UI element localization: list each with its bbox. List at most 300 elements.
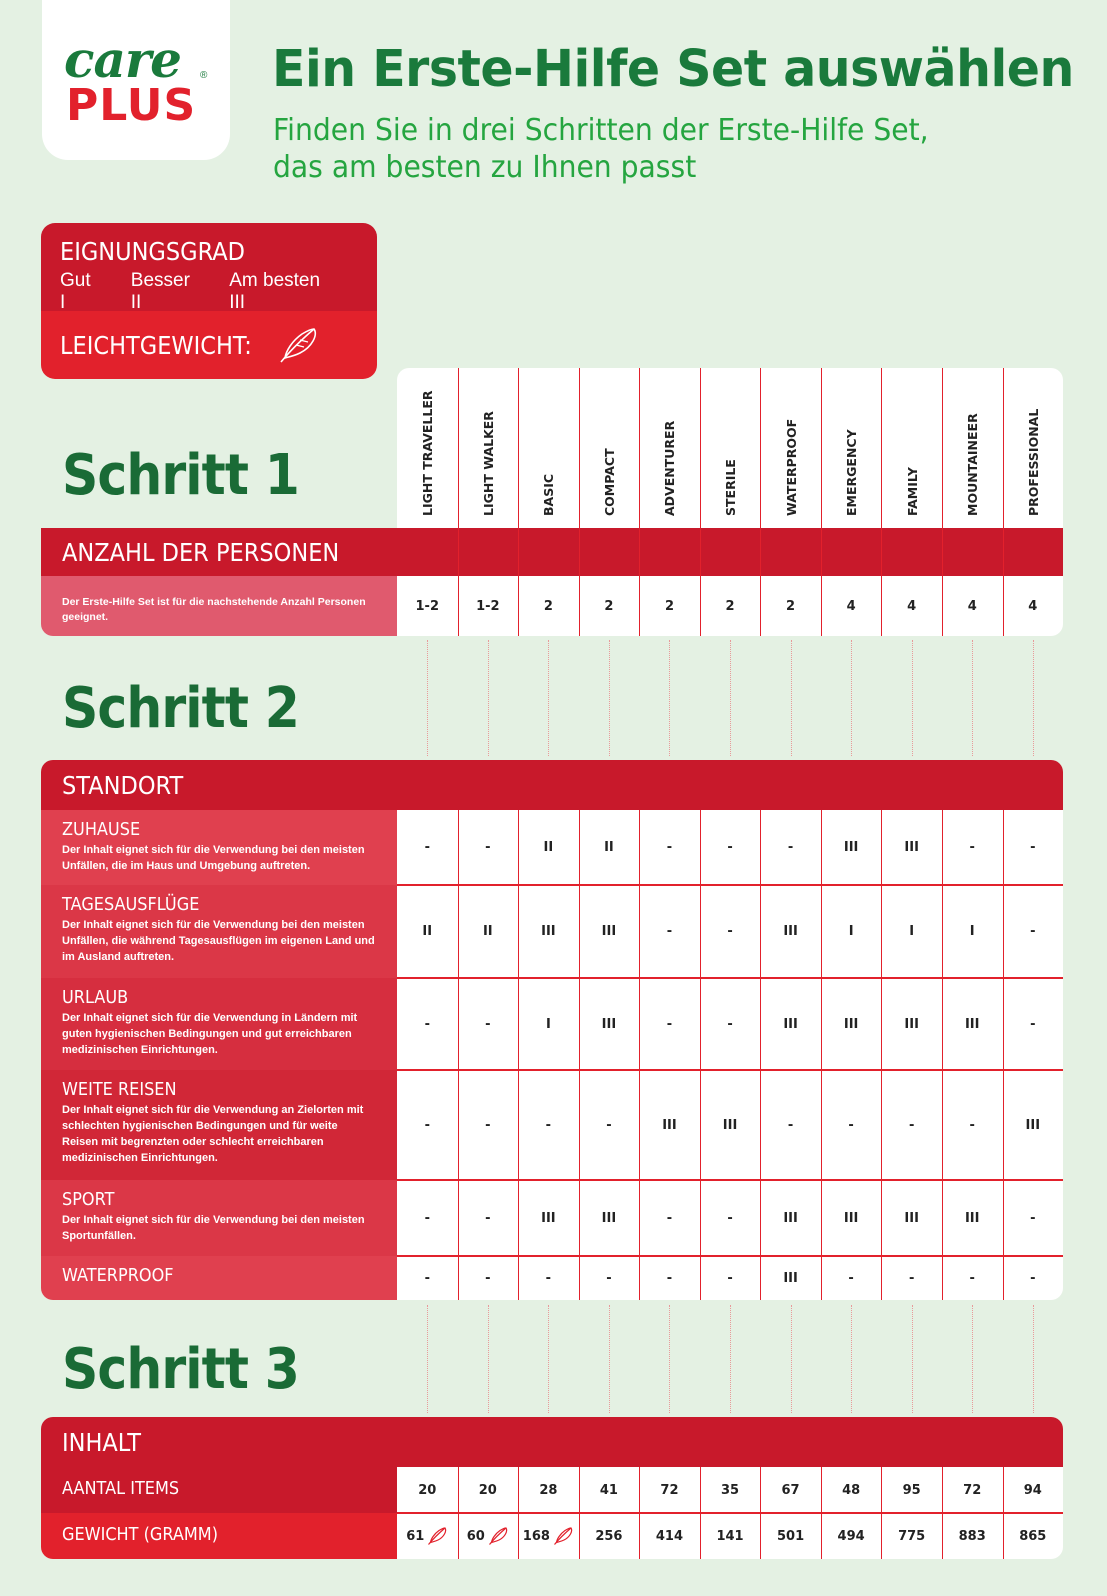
column-divider bbox=[760, 810, 761, 1300]
table-cell bbox=[639, 1180, 700, 1256]
table-cell bbox=[700, 810, 761, 885]
table-cell bbox=[760, 978, 821, 1070]
location-row-title: WATERPROOF bbox=[62, 1266, 174, 1286]
cell-value: III bbox=[541, 1210, 556, 1226]
cell-value: 168 bbox=[522, 1528, 550, 1544]
product-header-label: LIGHT WALKER bbox=[480, 411, 496, 516]
table-cell bbox=[518, 576, 579, 636]
cell-value: - bbox=[666, 1210, 673, 1226]
column-divider bbox=[458, 810, 459, 1300]
table-cell bbox=[881, 1467, 942, 1513]
persons-bar-label: ANZAHL DER PERSONEN bbox=[62, 537, 340, 567]
feather-icon bbox=[552, 1525, 574, 1547]
cell-value: 501 bbox=[777, 1528, 805, 1544]
table-cell bbox=[760, 1467, 821, 1513]
table-cell bbox=[760, 810, 821, 885]
dotted-guide bbox=[730, 640, 731, 756]
table-cell bbox=[458, 978, 519, 1070]
legend-grade-better: Besser II bbox=[130, 270, 190, 313]
cell-value: 4 bbox=[907, 598, 917, 614]
cell-value: III bbox=[964, 1210, 980, 1226]
row-divider bbox=[397, 884, 1063, 886]
cell-value: - bbox=[1030, 1210, 1036, 1226]
cell-value: II bbox=[482, 924, 493, 939]
cell-value: I bbox=[848, 924, 854, 939]
table-cell bbox=[397, 1467, 458, 1513]
location-row-label bbox=[41, 1180, 397, 1256]
table-cell bbox=[458, 885, 519, 978]
cell-value: - bbox=[424, 1270, 430, 1286]
column-divider bbox=[821, 368, 822, 636]
product-header-label: BASIC bbox=[541, 473, 557, 516]
cell-value: - bbox=[666, 840, 673, 855]
cell-value: 2 bbox=[786, 598, 796, 614]
cell-value: II bbox=[422, 924, 433, 939]
cell-value: III bbox=[1025, 1117, 1041, 1133]
dotted-guide bbox=[972, 1305, 973, 1413]
table-cell bbox=[397, 1070, 458, 1180]
product-header-label: WATERPROOF bbox=[783, 418, 799, 516]
location-row-label bbox=[41, 885, 397, 978]
table-cell bbox=[1003, 576, 1064, 636]
cell-value: - bbox=[485, 1117, 491, 1133]
table-cell bbox=[458, 810, 519, 885]
table-cell bbox=[760, 576, 821, 636]
feather-icon bbox=[487, 1525, 509, 1547]
table-cell bbox=[397, 885, 458, 978]
product-header-label: FAMILY bbox=[904, 467, 920, 516]
location-row bbox=[41, 885, 1063, 978]
table-cell bbox=[942, 576, 1003, 636]
column-divider bbox=[579, 810, 580, 1300]
cell-value: 883 bbox=[958, 1528, 986, 1544]
location-row-desc: Der Inhalt eignet sich für die Verwendung in Ländern mit guten hygienischen Bedingungen und gut erreichbaren medizinischen Einrichtungen. bbox=[62, 1012, 358, 1056]
table-cell bbox=[881, 1513, 942, 1559]
table-cell bbox=[639, 978, 700, 1070]
table-cell bbox=[1003, 810, 1064, 885]
table-cell bbox=[397, 810, 458, 885]
persons-bar bbox=[41, 528, 1063, 576]
location-row-title: SPORT bbox=[62, 1190, 115, 1210]
location-row-label bbox=[41, 1070, 397, 1180]
legend-suitability bbox=[41, 223, 377, 311]
cell-value: 2 bbox=[725, 598, 735, 614]
table-cell bbox=[518, 1180, 579, 1256]
location-row-title: WEITE REISEN bbox=[62, 1080, 177, 1100]
table-cell bbox=[579, 1513, 640, 1559]
product-header bbox=[639, 368, 700, 528]
cell-value: 28 bbox=[539, 1482, 558, 1498]
table-cell bbox=[1003, 978, 1064, 1070]
column-divider bbox=[700, 810, 701, 1300]
cell-value: - bbox=[908, 1270, 915, 1286]
table-cell bbox=[760, 1070, 821, 1180]
cell-value: - bbox=[727, 1210, 733, 1226]
table-cell bbox=[458, 1070, 519, 1180]
items-row-cells bbox=[397, 1467, 1063, 1513]
table-cell bbox=[942, 1180, 1003, 1256]
location-bar bbox=[41, 760, 1063, 810]
cell-value: - bbox=[1030, 1270, 1036, 1286]
location-row-cells bbox=[397, 885, 1063, 978]
location-row-label bbox=[41, 978, 397, 1070]
cell-value: 414 bbox=[655, 1528, 684, 1544]
cell-value: III bbox=[601, 1016, 617, 1032]
cell-value: 2 bbox=[664, 598, 674, 614]
cell-value: 494 bbox=[837, 1528, 865, 1544]
content-bar-label: INHALT bbox=[62, 1427, 141, 1457]
product-header-label: EMERGENCY bbox=[844, 429, 860, 516]
table-cell bbox=[881, 885, 942, 978]
cell-value: 4 bbox=[1028, 598, 1038, 614]
table-cell bbox=[700, 978, 761, 1070]
dotted-guide bbox=[730, 1305, 731, 1413]
table-cell bbox=[1003, 1256, 1064, 1300]
table-cell bbox=[579, 885, 640, 978]
dotted-guide bbox=[972, 640, 973, 756]
cell-value: III bbox=[541, 924, 556, 939]
cell-value: 2 bbox=[604, 598, 614, 614]
persons-row bbox=[41, 576, 1063, 636]
items-row-title: AANTAL ITEMS bbox=[62, 1479, 180, 1499]
location-row bbox=[41, 810, 1063, 885]
table-cell bbox=[821, 1256, 882, 1300]
cell-value: - bbox=[424, 840, 430, 855]
cell-value: - bbox=[666, 1270, 673, 1286]
column-divider bbox=[1003, 810, 1004, 1300]
table-cell bbox=[518, 1467, 579, 1513]
cell-value: - bbox=[485, 1210, 491, 1226]
cell-value: 1-2 bbox=[476, 598, 500, 614]
cell-value: 95 bbox=[902, 1482, 921, 1498]
cell-value: - bbox=[727, 1270, 733, 1286]
location-row-cells bbox=[397, 1256, 1063, 1300]
cell-value: 2 bbox=[543, 598, 553, 614]
cell-value: 775 bbox=[898, 1528, 926, 1544]
table-cell bbox=[518, 978, 579, 1070]
cell-value: 35 bbox=[720, 1482, 740, 1498]
cell-value: 141 bbox=[716, 1528, 744, 1544]
location-row-label bbox=[41, 1256, 397, 1300]
table-cell bbox=[881, 576, 942, 636]
table-cell bbox=[579, 576, 640, 636]
location-row-cells bbox=[397, 1180, 1063, 1256]
step-2-heading: Schritt 2 bbox=[62, 676, 299, 741]
persons-row-cells bbox=[397, 576, 1063, 636]
cell-value: 256 bbox=[595, 1528, 623, 1544]
cell-value: - bbox=[1030, 924, 1036, 939]
dotted-guide bbox=[851, 1305, 852, 1413]
cell-value: - bbox=[727, 1016, 733, 1032]
dotted-guide bbox=[548, 640, 549, 756]
cell-value: - bbox=[848, 1270, 854, 1286]
cell-value: III bbox=[904, 1210, 919, 1226]
product-header bbox=[579, 368, 640, 528]
legend-lightweight-label: LEICHTGEWICHT: bbox=[60, 330, 252, 360]
cell-value: 41 bbox=[599, 1482, 618, 1498]
table-cell bbox=[639, 1467, 700, 1513]
cell-value: 20 bbox=[478, 1482, 497, 1498]
cell-value: I bbox=[909, 924, 915, 939]
dotted-guide bbox=[669, 1305, 670, 1413]
table-cell bbox=[942, 1256, 1003, 1300]
table-cell bbox=[942, 1070, 1003, 1180]
table-cell bbox=[458, 1467, 519, 1513]
cell-value: - bbox=[545, 1270, 552, 1286]
weight-row-title: GEWICHT (GRAMM) bbox=[62, 1525, 218, 1545]
cell-value: - bbox=[1030, 840, 1036, 855]
table-cell bbox=[821, 885, 882, 978]
table-cell bbox=[942, 978, 1003, 1070]
column-divider bbox=[639, 810, 640, 1300]
dotted-guide bbox=[488, 1305, 489, 1413]
table-cell bbox=[881, 978, 942, 1070]
cell-value: - bbox=[485, 840, 491, 855]
dotted-guide bbox=[1033, 640, 1034, 756]
logo-care-text: care bbox=[64, 30, 181, 89]
cell-value: - bbox=[787, 1117, 794, 1133]
cell-value: III bbox=[783, 1016, 798, 1032]
location-row bbox=[41, 1070, 1063, 1180]
dotted-guide bbox=[548, 1305, 549, 1413]
table-cell bbox=[458, 576, 519, 636]
table-cell bbox=[821, 1513, 882, 1559]
cell-value: III bbox=[843, 840, 859, 855]
subtitle-line-1: Finden Sie in drei Schritten der Erste-Hilfe Set, bbox=[273, 113, 929, 148]
table-cell bbox=[942, 885, 1003, 978]
table-cell bbox=[639, 1513, 700, 1559]
table-cell bbox=[1003, 1513, 1064, 1559]
cell-value: - bbox=[969, 1117, 975, 1133]
location-row-cells bbox=[397, 1070, 1063, 1180]
table-cell bbox=[821, 576, 882, 636]
table-cell bbox=[881, 810, 942, 885]
product-header bbox=[518, 368, 579, 528]
cell-value: II bbox=[543, 840, 554, 855]
column-divider bbox=[518, 810, 519, 1300]
cell-value: - bbox=[424, 1117, 430, 1133]
column-divider bbox=[639, 368, 640, 636]
table-cell bbox=[881, 1070, 942, 1180]
logo-plus-text: PLUS bbox=[66, 80, 197, 131]
product-header bbox=[458, 368, 519, 528]
column-divider bbox=[942, 368, 943, 636]
table-cell bbox=[579, 1467, 640, 1513]
cell-value: - bbox=[666, 924, 673, 939]
table-cell bbox=[518, 1070, 579, 1180]
cell-value: - bbox=[908, 1117, 915, 1133]
table-cell bbox=[760, 1513, 821, 1559]
cell-value: III bbox=[662, 1117, 677, 1133]
column-divider bbox=[821, 810, 822, 1300]
product-header-label: COMPACT bbox=[601, 448, 617, 516]
dotted-guide bbox=[791, 1305, 792, 1413]
table-cell bbox=[881, 1256, 942, 1300]
persons-row-label bbox=[41, 576, 397, 636]
dotted-guide bbox=[791, 640, 792, 756]
legend-lightweight bbox=[41, 311, 377, 379]
table-cell bbox=[821, 978, 882, 1070]
column-divider bbox=[458, 368, 459, 636]
table-cell bbox=[700, 1180, 761, 1256]
cell-value: - bbox=[727, 924, 733, 939]
cell-value: III bbox=[783, 1210, 798, 1226]
cell-value: - bbox=[1030, 1016, 1036, 1032]
cell-value: 72 bbox=[660, 1482, 679, 1498]
dotted-guide bbox=[609, 1305, 610, 1413]
cell-value: 1-2 bbox=[415, 598, 440, 614]
cell-value: - bbox=[727, 840, 733, 855]
persons-row-desc: Der Erste-Hilfe Set ist für die nachstehende Anzahl Personen geeignet. bbox=[62, 596, 366, 623]
dotted-guide bbox=[1033, 1305, 1034, 1413]
legend-title: EIGNUNGSGRAD bbox=[60, 237, 246, 266]
table-cell bbox=[942, 1467, 1003, 1513]
table-cell bbox=[518, 1513, 579, 1559]
column-divider bbox=[942, 810, 943, 1300]
table-cell bbox=[639, 576, 700, 636]
table-cell bbox=[1003, 885, 1064, 978]
table-cell bbox=[821, 1070, 882, 1180]
cell-value: - bbox=[485, 1270, 491, 1286]
table-cell bbox=[821, 810, 882, 885]
page-subtitle bbox=[273, 112, 929, 186]
table-cell bbox=[579, 810, 640, 885]
table-cell bbox=[700, 1467, 761, 1513]
cell-value: 94 bbox=[1023, 1482, 1042, 1498]
table-cell bbox=[1003, 1180, 1064, 1256]
subtitle-line-2: das am besten zu Ihnen passt bbox=[273, 150, 697, 185]
items-row-label bbox=[41, 1467, 397, 1513]
cell-value: III bbox=[904, 840, 919, 855]
location-row-cells bbox=[397, 978, 1063, 1070]
cell-value: III bbox=[783, 924, 798, 939]
cell-value: - bbox=[969, 1270, 975, 1286]
cell-value: 72 bbox=[963, 1482, 982, 1498]
table-cell bbox=[579, 1256, 640, 1300]
table-cell bbox=[942, 1513, 1003, 1559]
legend-grade-best: Am besten III bbox=[229, 270, 321, 313]
weight-row bbox=[41, 1513, 1063, 1559]
weight-row-cells bbox=[397, 1513, 1063, 1559]
cell-value: - bbox=[787, 840, 794, 855]
cell-value: - bbox=[424, 1016, 430, 1032]
location-row bbox=[41, 1256, 1063, 1300]
table-cell bbox=[760, 1256, 821, 1300]
legend-box bbox=[41, 223, 377, 379]
weight-row-label bbox=[41, 1513, 397, 1559]
cell-value: - bbox=[606, 1117, 612, 1133]
location-row-label bbox=[41, 810, 397, 885]
table-cell bbox=[458, 1256, 519, 1300]
table-cell bbox=[639, 885, 700, 978]
cell-value: - bbox=[666, 1016, 673, 1032]
location-row-title: TAGESAUSFLÜGE bbox=[62, 895, 200, 915]
dotted-guide bbox=[851, 640, 852, 756]
product-header bbox=[1003, 368, 1064, 528]
product-header-label: MOUNTAINEER bbox=[965, 413, 981, 516]
cell-value: 4 bbox=[967, 598, 977, 614]
product-header-label: STERILE bbox=[723, 459, 739, 516]
location-row-title: ZUHAUSE bbox=[62, 820, 141, 840]
table-cell bbox=[760, 885, 821, 978]
cell-value: III bbox=[904, 1016, 919, 1032]
product-header bbox=[942, 368, 1003, 528]
cell-value: - bbox=[424, 1210, 430, 1226]
location-row-desc: Der Inhalt eignet sich für die Verwendung an Zielorten mit schlechten hygienischen Bedingungen und für weite Reisen mit begrenzten oder schlecht erreichbaren medizinischen Einrichtungen. bbox=[62, 1104, 364, 1164]
logo-registered-mark: ® bbox=[200, 70, 208, 81]
location-row-title: URLAUB bbox=[62, 988, 129, 1008]
row-divider bbox=[397, 1512, 1063, 1514]
cell-value: 865 bbox=[1019, 1528, 1047, 1544]
table-cell bbox=[942, 810, 1003, 885]
row-divider bbox=[397, 1179, 1063, 1181]
column-divider bbox=[760, 368, 761, 636]
product-header-label: ADVENTURER bbox=[662, 420, 678, 516]
cell-value: III bbox=[601, 1210, 617, 1226]
table-cell bbox=[458, 1513, 519, 1559]
table-cell bbox=[881, 1180, 942, 1256]
table-cell bbox=[397, 576, 458, 636]
cell-value: 48 bbox=[842, 1482, 861, 1498]
product-header bbox=[881, 368, 942, 528]
cell-value: 67 bbox=[781, 1482, 800, 1498]
location-bar-label: STANDORT bbox=[62, 770, 184, 800]
column-divider bbox=[881, 368, 882, 636]
table-cell bbox=[760, 1180, 821, 1256]
row-divider bbox=[397, 977, 1063, 979]
location-row-desc: Der Inhalt eignet sich für die Verwendung bei den meisten Unfällen, die während Tagesausflügen im eigenen Land und im Ausland auftreten. bbox=[62, 919, 375, 963]
table-cell bbox=[518, 810, 579, 885]
table-cell bbox=[397, 1513, 458, 1559]
product-header bbox=[397, 368, 458, 528]
product-header bbox=[821, 368, 882, 528]
table-cell bbox=[700, 885, 761, 978]
table-cell bbox=[700, 576, 761, 636]
table-cell bbox=[397, 978, 458, 1070]
column-divider bbox=[579, 368, 580, 636]
table-cell bbox=[639, 810, 700, 885]
page-title: Ein Erste-Hilfe Set auswählen bbox=[272, 40, 1074, 99]
cell-value: 20 bbox=[418, 1482, 437, 1498]
dotted-guide bbox=[427, 640, 428, 756]
table-cell bbox=[700, 1513, 761, 1559]
table-cell bbox=[579, 1070, 640, 1180]
dotted-guide bbox=[488, 640, 489, 756]
dotted-guide bbox=[669, 640, 670, 756]
location-row-desc: Der Inhalt eignet sich für die Verwendung bei den meisten Unfällen, die im Haus und Umgebung auftreten. bbox=[62, 844, 365, 872]
product-header bbox=[760, 368, 821, 528]
dotted-guide bbox=[609, 640, 610, 756]
cell-value: - bbox=[545, 1117, 552, 1133]
step-3-heading: Schritt 3 bbox=[62, 1337, 299, 1402]
table-cell bbox=[397, 1180, 458, 1256]
location-row bbox=[41, 1180, 1063, 1256]
cell-value: 60 bbox=[466, 1528, 485, 1544]
table-cell bbox=[397, 1256, 458, 1300]
table-cell bbox=[700, 1256, 761, 1300]
dotted-guide bbox=[427, 1305, 428, 1413]
table-cell bbox=[518, 885, 579, 978]
table-cell bbox=[579, 978, 640, 1070]
table-cell bbox=[518, 1256, 579, 1300]
cell-value: 61 bbox=[406, 1528, 425, 1544]
cell-value: III bbox=[601, 924, 617, 939]
location-row-cells bbox=[397, 810, 1063, 885]
table-cell bbox=[821, 1180, 882, 1256]
product-header bbox=[700, 368, 761, 528]
cell-value: - bbox=[969, 840, 975, 855]
cell-value: - bbox=[485, 1016, 491, 1032]
